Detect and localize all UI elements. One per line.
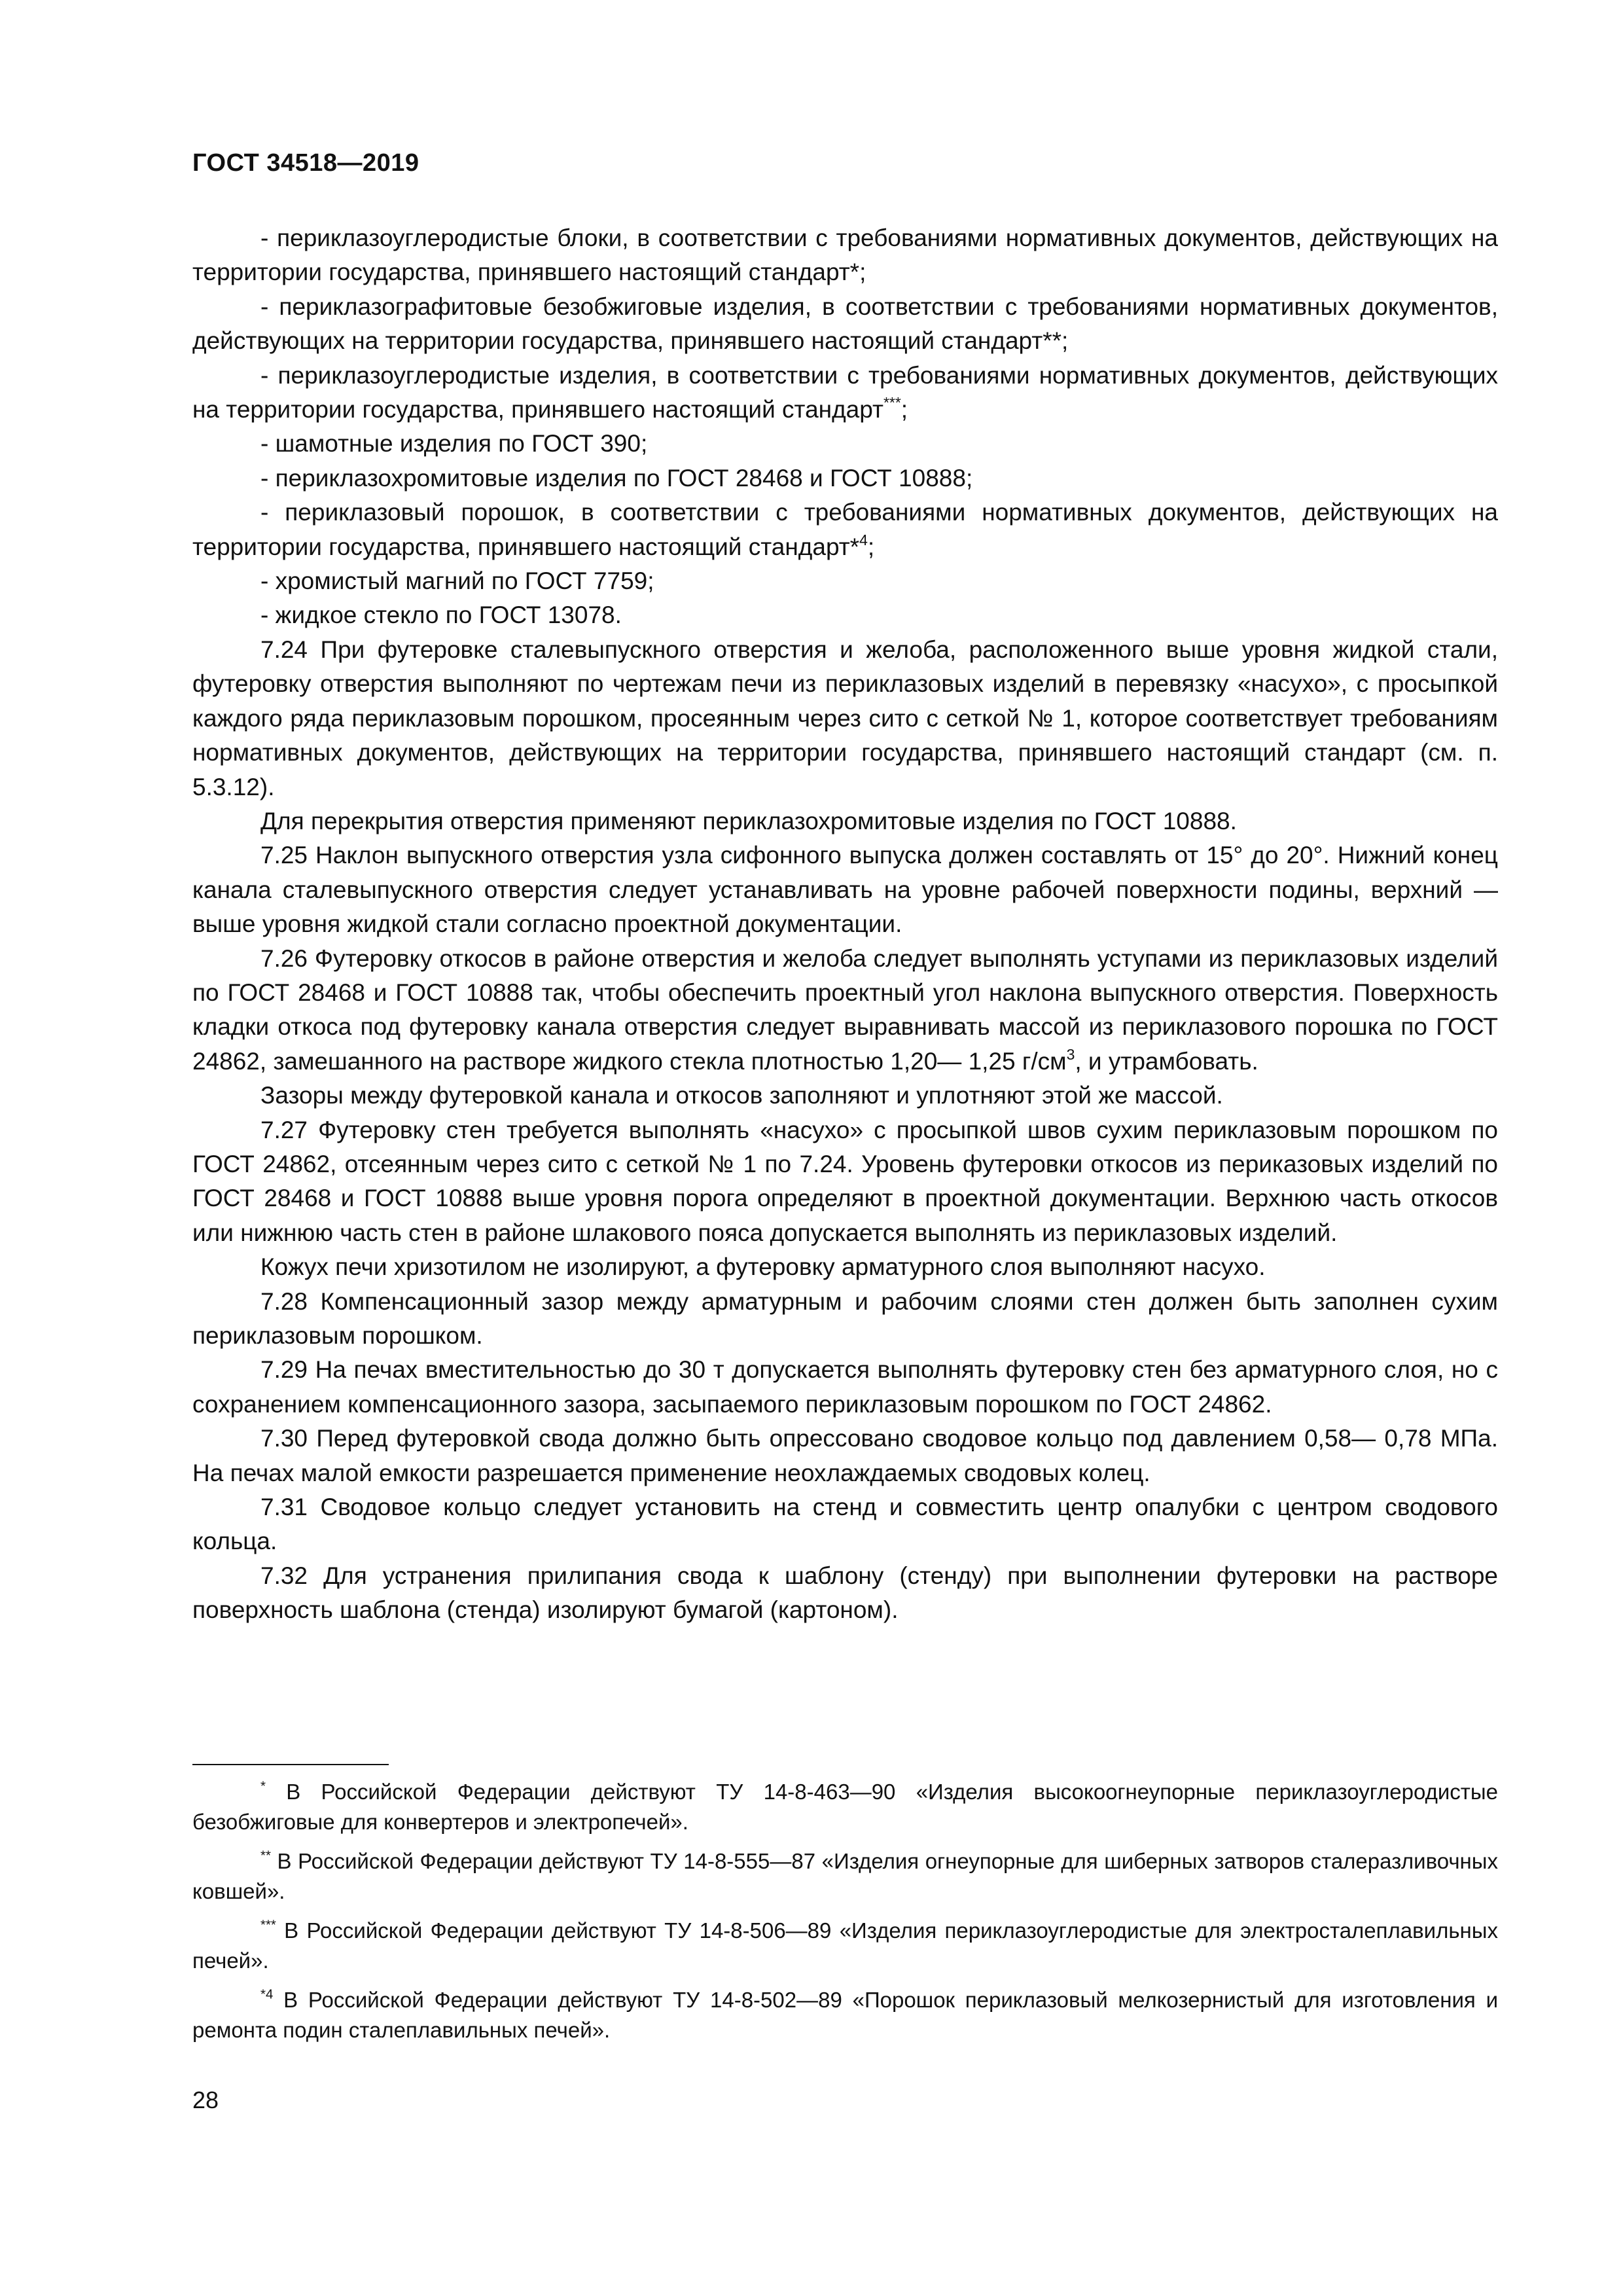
paragraph-7-29: 7.29 На печах вместительностью до 30 т допускается выполнять футеровку стен без арматурного слоя, но с сохранением компенсационного зазора, засыпаемого периклазовым порошком по ГОСТ 24862. — [192, 1356, 1498, 1418]
footnote-mark — [260, 1987, 273, 2002]
footnote-text: В Российской Федерации действуют ТУ 14-8-463—90 «Изделия высокоогнеупорные периклазоуглеродистые безобжиговые для конвертеров и электропечей». — [192, 1780, 1498, 1834]
footnote-mark: ** — [260, 1848, 271, 1863]
paragraph: Для перекрытия отверстия применяют периклазохромитовые изделия по ГОСТ 10888. — [260, 807, 1237, 834]
footnote — [192, 1777, 1498, 1837]
list-item-end: ; — [867, 533, 875, 560]
paragraph-7-32: 7.32 Для устранения прилипания свода к шаблону (стенду) при выполнении футеровки на растворе поверхность шаблона (стенда) изолируют бумагой (картоном). — [192, 1562, 1498, 1624]
footnote-text: В Российской Федерации действуют ТУ 14-8-506—89 «Изделия периклазоуглеродистые для электросталеплавильных печей». — [192, 1918, 1498, 1973]
paragraph-end: , и утрамбовать. — [1075, 1047, 1258, 1075]
paragraph-7-30: 7.30 Перед футеровкой свода должно быть опрессовано сводовое кольцо под давлением 0,58— 0,78 МПа. На печах малой емкости разрешается применение неохлаждаемых сводовых колец. — [192, 1425, 1498, 1486]
footnote-ref: 4 — [859, 531, 868, 548]
document-header: ГОСТ 34518—2019 — [192, 149, 419, 177]
superscript: 3 — [1066, 1045, 1075, 1063]
list-item: - периклазохромитовые изделия по ГОСТ 28468 и ГОСТ 10888; — [260, 464, 973, 492]
list-item: - периклазографитовые безобжиговые изделия, в соответствии с требованиями нормативных документов, действующих на территории государства, принявшего настоящий стандарт**; — [192, 293, 1498, 355]
footnote — [192, 1985, 1498, 2045]
list-item: - шамотные изделия по ГОСТ 390; — [260, 430, 648, 457]
list-item-text: - периклазоуглеродистые изделия, в соответствии с требованиями нормативных документов, действующих на территории государства, принявшего настоящий стандарт — [192, 361, 1498, 423]
list-item: - периклазоуглеродистые блоки, в соответствии с требованиями нормативных документов, действующих на территории государства, принявшего настоящий стандарт*; — [192, 224, 1498, 286]
paragraph: Зазоры между футеровкой канала и откосов заполняют и уплотняют этой же массой. — [260, 1082, 1223, 1109]
paragraph-text: 7.26 Футеровку откосов в районе отверстия и желоба следует выполнять уступами из периклазовых изделий по ГОСТ 28468 и ГОСТ 10888 так, чтобы обеспечить проектный угол наклона выпускного отверстия. Поверхность кладки откоса под футеровку канала отверстия следует выравнивать массой из периклазового порошка по ГОСТ 24862, замешанного на растворе жидкого стекла плотностью 1,20— 1,25 г/см — [192, 944, 1498, 1075]
list-item-text: - периклазовый порошок, в соответствии с требованиями нормативных документов, действующих на территории государства, принявшего настоящий стандарт* — [192, 499, 1498, 560]
footnote-mark: *** — [260, 1917, 276, 1933]
footnote-text: В Российской Федерации действуют ТУ 14-8-555—87 «Изделия огнеупорные для шиберных затворов сталеразливочных ковшей». — [192, 1849, 1498, 1903]
page-number: 28 — [192, 2087, 219, 2113]
footnote-text: В Российской Федерации действуют ТУ 14-8-502—89 «Порошок периклазовый мелкозернистый для изготовления и ремонта подин сталеплавильных печей». — [192, 1988, 1498, 2042]
list-item: - жидкое стекло по ГОСТ 13078. — [260, 601, 622, 629]
list-item: - хромистый магний по ГОСТ 7759; — [260, 567, 654, 595]
footnote-mark-star: * — [260, 1986, 266, 2002]
footnote-ref: *** — [883, 394, 901, 412]
paragraph-7-26 — [192, 942, 1498, 1079]
paragraph: Кожух печи хризотилом не изолируют, а футеровку арматурного слоя выполняют насухо. — [260, 1253, 1266, 1281]
footnote — [192, 1846, 1498, 1907]
list-item — [192, 359, 1498, 427]
paragraph-7-27: 7.27 Футеровку стен требуется выполнять «насухо» с просыпкой швов сухим периклазовым порошком по ГОСТ 24862, отсеянным через сито с сеткой № 1 по 7.24. Уровень футеровки откосов из периказовых изделий по ГОСТ 28468 и ГОСТ 10888 выше уровня порога определяют в проектной документации. Верхнюю часть откосов или нижнюю часть стен в районе шлакового пояса допускается выполнять из периклазовых изделий. — [192, 1116, 1498, 1246]
footnote-divider — [192, 1764, 389, 1765]
paragraph-7-25: 7.25 Наклон выпускного отверстия узла сифонного выпуска должен составлять от 15° до 20°. Нижний конец канала сталевыпускного отверстия следует устанавливать на уровне рабочей поверхности подины, верхний — выше уровня жидкой стали согласно проектной документации. — [192, 842, 1498, 938]
footnote-mark-number: 4 — [265, 1986, 274, 2002]
paragraph-7-31: 7.31 Сводовое кольцо следует установить на стенд и совместить центр опалубки с центром сводового кольца. — [192, 1494, 1498, 1555]
list-item — [192, 495, 1498, 564]
footnotes — [192, 1777, 1498, 2054]
paragraph-7-24: 7.24 При футеровке сталевыпускного отверстия и желоба, расположенного выше уровня жидкой стали, футеровку отверстия выполняют по чертежам печи из периклазовых изделий в перевязку «насухо», с просыпкой каждого ряда периклазовым порошком, просеянным через сито с сеткой № 1, которое соответствует требованиям нормативных документов, действующих на территории государства, принявшего настоящий стандарт (см. п. 5.3.12). — [192, 636, 1498, 800]
paragraph-7-28: 7.28 Компенсационный зазор между арматурным и рабочим слоями стен должен быть заполнен сухим периклазовым порошком. — [192, 1287, 1498, 1349]
footnote-mark: * — [260, 1778, 266, 1794]
document-body — [192, 221, 1498, 1628]
list-item-end: ; — [901, 396, 908, 423]
footnote — [192, 1916, 1498, 1976]
